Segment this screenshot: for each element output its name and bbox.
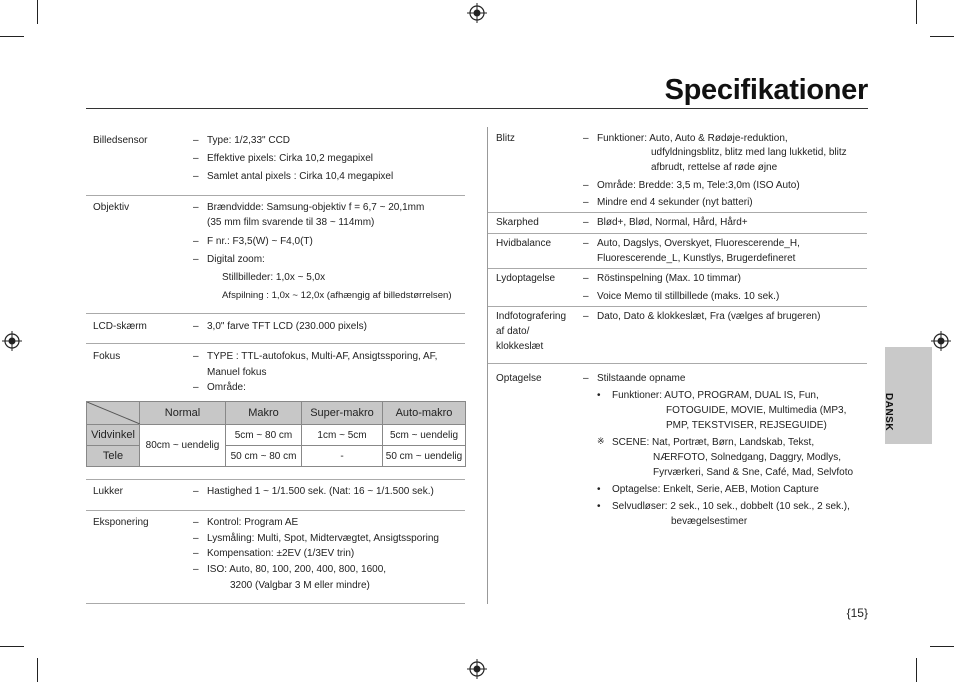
table-cell: 1cm ~ 5cm [302, 425, 383, 446]
spec-value: udfyldningsblitz, blitz med lang lukketid, blitz [651, 147, 847, 158]
spec-value: – F nr.: F3,5(W) ~ F4,0(T) [207, 235, 313, 248]
spec-label: Eksponering [93, 517, 149, 528]
registration-mark-icon [467, 3, 487, 23]
spec-value: Manuel fokus [207, 367, 267, 378]
spec-value: – Område: Bredde: 3,5 m, Tele:3,0m (ISO Auto) [597, 179, 800, 192]
spec-value: Fluorescerende_L, Kunstlys, Brugerdefineret [597, 253, 796, 264]
spec-label: Hvidbalance [496, 238, 552, 249]
table-row-header: Tele [87, 446, 140, 467]
spec-label: Skarphed [496, 217, 539, 228]
spec-label: Fokus [93, 351, 121, 362]
crop-mark [916, 0, 917, 24]
spec-value: SCENE: Nat, Portræt, Børn, Landskab, Tekst, [612, 437, 815, 448]
spec-value: – Kompensation: ±2EV (1/3EV trin) [207, 547, 354, 560]
table-corner [87, 402, 140, 425]
spec-value: (35 mm film svarende til 38 ~ 114mm) [207, 217, 375, 228]
spec-value: – Funktioner: Auto, Auto & Rødøje-reduktion, [597, 132, 788, 145]
diagonal-line [87, 402, 140, 424]
spec-value: PMP, TEKSTVISER, REJSEGUIDE) [666, 420, 827, 431]
page-title: Specifikationer [664, 74, 868, 106]
reference-mark-icon: ※ [597, 436, 605, 446]
page-number: {15} [846, 606, 868, 620]
registration-mark-icon [2, 331, 22, 351]
spec-value: Optagelse: Enkelt, Serie, AEB, Motion Capture [612, 484, 819, 495]
spec-value: – Stilstaande opname [597, 372, 685, 385]
spec-value: – ISO: Auto, 80, 100, 200, 400, 800, 1600, [207, 563, 386, 576]
row-divider [86, 603, 465, 604]
focus-range-table [86, 401, 466, 467]
spec-label: klokkeslæt [496, 341, 544, 352]
table-cell: - [302, 446, 383, 467]
spec-value: – Effektive pixels: Cirka 10,2 megapixel [207, 152, 373, 165]
spec-value: – Område: [207, 381, 246, 394]
table-header: Auto-makro [383, 402, 466, 425]
spec-label: Lukker [93, 486, 124, 497]
crop-mark [916, 658, 917, 682]
side-tab [885, 347, 932, 444]
crop-mark [37, 0, 38, 24]
spec-value: – 3,0" farve TFT LCD (230.000 pixels) [207, 320, 367, 333]
table-cell: 80cm ~ uendelig [140, 425, 226, 467]
spec-value: – Mindre end 4 sekunder (nyt batteri) [597, 196, 753, 209]
table-header: Super-makro [302, 402, 383, 425]
spec-value: afbrudt, rettelse af røde øjne [651, 162, 778, 173]
crop-mark [37, 658, 38, 682]
table-cell: 5cm ~ 80 cm [226, 425, 302, 446]
table-cell: 50 cm ~ 80 cm [226, 446, 302, 467]
spec-label: Lydoptagelse [496, 273, 556, 284]
registration-mark-icon [931, 331, 951, 351]
spec-label: LCD-skærm [93, 321, 147, 332]
spec-label: Blitz [496, 133, 515, 144]
bullet-icon: • [597, 484, 601, 495]
spec-value: – Röstinspelning (Max. 10 timmar) [597, 272, 741, 285]
spec-value: – TYPE : TTL-autofokus, Multi-AF, Ansigtssporing, AF, [207, 350, 437, 363]
spec-label: Optagelse [496, 373, 542, 384]
row-divider [86, 510, 465, 511]
row-divider [488, 268, 867, 269]
crop-mark [930, 646, 954, 647]
row-divider [86, 479, 465, 480]
spec-label: Objektiv [93, 202, 130, 213]
spec-label: Billedsensor [93, 135, 148, 146]
table-cell: 5cm ~ uendelig [383, 425, 466, 446]
row-divider [86, 313, 465, 314]
side-tab-label: DANSK [883, 393, 894, 432]
spec-value: Funktioner: AUTO, PROGRAM, DUAL IS, Fun, [612, 390, 819, 401]
spec-value: bevægelsestimer [671, 516, 748, 527]
bullet-icon: • [597, 501, 601, 512]
spec-value: – Blød+, Blød, Normal, Hård, Hård+ [597, 216, 748, 229]
table-row-header: Vidvinkel [87, 425, 140, 446]
title-rule [86, 108, 868, 109]
spec-value: – Hastighed 1 ~ 1/1.500 sek. (Nat: 16 ~ 1/1.500 sek.) [207, 485, 434, 498]
spec-value: FOTOGUIDE, MOVIE, Multimedia (MP3, [666, 405, 847, 416]
spec-value: Afspilning : 1,0x ~ 12,0x (afhængig af billedstørrelsen) [222, 290, 452, 301]
row-divider [86, 343, 465, 344]
registration-mark-icon [467, 659, 487, 679]
crop-mark [0, 646, 24, 647]
crop-mark [930, 36, 954, 37]
spec-value: – Kontrol: Program AE [207, 516, 298, 529]
table-cell: 50 cm ~ uendelig [383, 446, 466, 467]
spec-value: Stillbilleder: 1,0x ~ 5,0x [222, 272, 326, 283]
spec-value: – Digital zoom: [207, 253, 265, 266]
spec-value: – Dato, Dato & klokkeslæt, Fra (vælges af brugeren) [597, 310, 820, 323]
spec-value: – Brændvidde: Samsung-objektiv f = 6,7 ~ 20,1mm [207, 201, 424, 214]
row-divider [86, 195, 465, 196]
spec-label: af dato/ [496, 326, 530, 337]
spec-value: – Samlet antal pixels : Cirka 10,4 megapixel [207, 170, 393, 183]
spec-value: Fyrværkeri, Sand & Sne, Café, Mad, Selvfoto [653, 467, 854, 478]
spec-value: – Auto, Dagslys, Overskyet, Fluorescerende_H, [597, 237, 800, 250]
row-divider [488, 233, 867, 234]
crop-mark [0, 36, 24, 37]
spec-value: 3200 (Valgbar 3 M eller mindre) [230, 580, 370, 591]
row-divider [488, 306, 867, 307]
spec-value: NÆRFOTO, Solnedgang, Daggry, Modlys, [653, 452, 842, 463]
spec-label: Indfotografering [496, 311, 567, 322]
bullet-icon: • [597, 390, 601, 401]
table-header: Normal [140, 402, 226, 425]
row-divider [488, 363, 867, 364]
spec-value: – Type: 1/2,33" CCD [207, 134, 290, 147]
table-header: Makro [226, 402, 302, 425]
row-divider [488, 212, 867, 213]
spec-value: Selvudløser: 2 sek., 10 sek., dobbelt (10 sek., 2 sek.), [612, 501, 850, 512]
spec-value: – Lysmåling: Multi, Spot, Midtervægtet, Ansigtssporing [207, 532, 439, 545]
column-divider [487, 127, 488, 604]
spec-value: – Voice Memo til stillbillede (maks. 10 sek.) [597, 290, 779, 303]
